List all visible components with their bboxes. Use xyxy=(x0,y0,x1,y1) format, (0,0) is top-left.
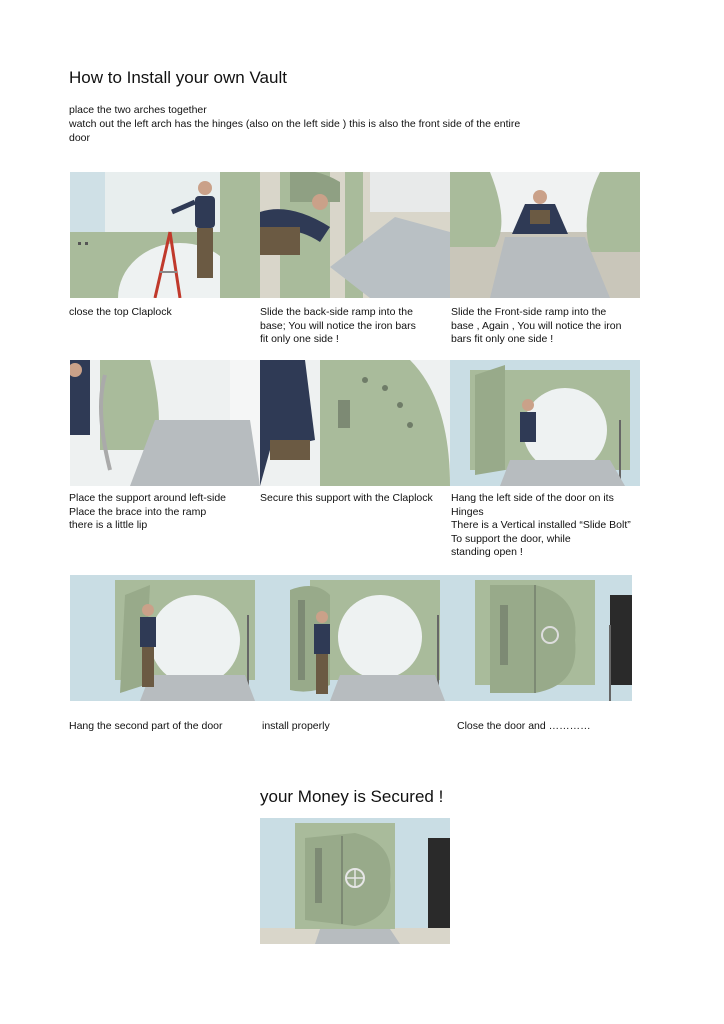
caption-line: bars fit only one side ! xyxy=(451,333,554,345)
caption-line: Close the door and ………… xyxy=(457,720,591,732)
intro-line: watch out the left arch has the hinges (also on the left side ) this is also the front side of the entire xyxy=(69,118,521,130)
photo-secure-claplock xyxy=(260,360,450,486)
intro-text xyxy=(69,103,569,145)
caption-line: Slide the Front-side ramp into the xyxy=(451,306,607,318)
caption-line: Place the brace into the ramp xyxy=(69,505,207,518)
caption-line: base , Again , You will notice the iron xyxy=(451,319,622,332)
photo-install-properly xyxy=(260,575,450,701)
caption-step-3 xyxy=(451,306,641,347)
caption-line: standing open ! xyxy=(451,546,523,558)
caption-step-9 xyxy=(457,720,647,734)
intro-line: door xyxy=(69,132,91,144)
caption-step-6 xyxy=(451,492,641,560)
photo-back-ramp xyxy=(260,172,450,298)
photo-close-door xyxy=(450,575,632,701)
photo-hang-second-door xyxy=(70,575,260,701)
page-title: How to Install your own Vault xyxy=(69,68,287,87)
photo-vault-secured xyxy=(260,818,450,944)
caption-line: Place the support around left-side xyxy=(69,492,227,504)
photo-close-claplock xyxy=(70,172,260,298)
final-title: your Money is Secured ! xyxy=(260,787,444,806)
caption-step-2 xyxy=(260,306,450,347)
photo-support-left xyxy=(70,360,260,486)
caption-line: Slide the back-side ramp into the xyxy=(260,306,413,318)
photo-front-ramp xyxy=(450,172,640,298)
caption-line: install properly xyxy=(262,720,330,732)
caption-line: fit only one side ! xyxy=(260,333,339,345)
caption-line: base; You will notice the iron bars xyxy=(260,319,416,332)
caption-step-8 xyxy=(262,720,452,734)
caption-line: close the top Claplock xyxy=(69,306,172,318)
caption-line: there is a little lip xyxy=(69,519,148,531)
caption-step-1 xyxy=(69,306,259,320)
caption-line: Hang the second part of the door xyxy=(69,720,223,732)
photo-hang-left-door xyxy=(450,360,640,486)
caption-step-5 xyxy=(260,492,450,506)
caption-line: Hinges xyxy=(451,505,484,518)
caption-line: Secure this support with the Claplock xyxy=(260,492,433,504)
caption-step-7 xyxy=(69,720,259,734)
caption-line: To support the door, while xyxy=(451,532,571,545)
caption-line: There is a Vertical installed “Slide Bolt” xyxy=(451,519,631,531)
caption-line: Hang the left side of the door on its xyxy=(451,492,614,504)
intro-line: place the two arches together xyxy=(69,104,207,116)
caption-step-4 xyxy=(69,492,259,533)
